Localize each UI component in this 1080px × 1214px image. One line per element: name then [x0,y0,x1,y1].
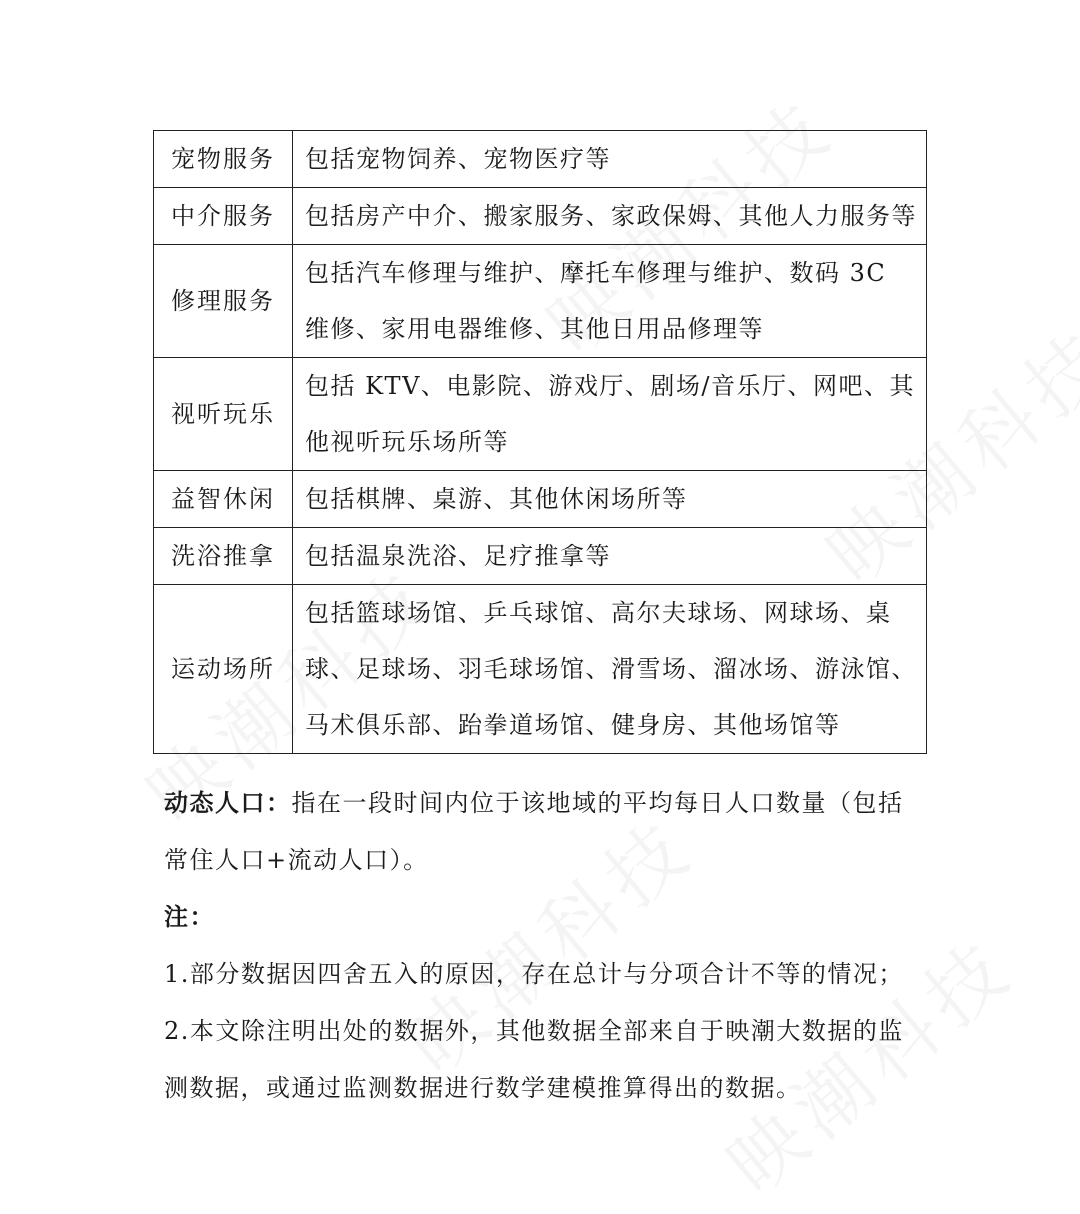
category-cell: 益智休闲 [154,471,293,528]
definition-text: 指在一段时间内位于该地域的平均每日人口数量（包括常住人口+流动人口）。 [164,789,904,874]
category-cell: 修理服务 [154,245,293,358]
service-category-table [153,130,927,754]
description-cell: 包括宠物饲养、宠物医疗等 [293,131,927,188]
description-cell: 包括汽车修理与维护、摩托车修理与维护、数码 3C 维修、家用电器维修、其他日用品修理等 [293,245,927,358]
notes-heading [164,888,924,946]
description-cell: 包括 KTV、电影院、游戏厅、剧场/音乐厅、网吧、其他视听玩乐场所等 [293,358,927,471]
description-cell: 包括房产中介、搬家服务、家政保姆、其他人力服务等 [293,188,927,245]
description-cell: 包括篮球场馆、乒乓球馆、高尔夫球场、网球场、桌球、足球场、羽毛球场馆、滑雪场、溜冰场、游泳馆、马术俱乐部、跆拳道场馆、健身房、其他场馆等 [293,585,927,754]
table-row [154,528,927,585]
note-item: 1.部分数据因四舍五入的原因，存在总计与分项合计不等的情况； [164,960,904,988]
table-row [154,585,927,754]
table-row [154,131,927,188]
table-row [154,188,927,245]
category-cell: 中介服务 [154,188,293,245]
description-cell: 包括棋牌、桌游、其他休闲场所等 [293,471,927,528]
category-cell: 洗浴推拿 [154,528,293,585]
category-cell: 运动场所 [154,585,293,754]
table-row [154,358,927,471]
table-row [154,471,927,528]
definition-term: 动态人口： [164,788,292,817]
description-cell: 包括温泉洗浴、足疗推拿等 [293,528,927,585]
table-row [154,245,927,358]
note-item: 2.本文除注明出处的数据外，其他数据全部来自于映潮大数据的监测数据，或通过监测数据进行数学建模推算得出的数据。 [164,1017,904,1102]
category-cell: 视听玩乐 [154,358,293,471]
category-cell: 宠物服务 [154,131,293,188]
dynamic-population-definition [164,774,924,889]
notes-heading-label: 注： [164,902,215,931]
